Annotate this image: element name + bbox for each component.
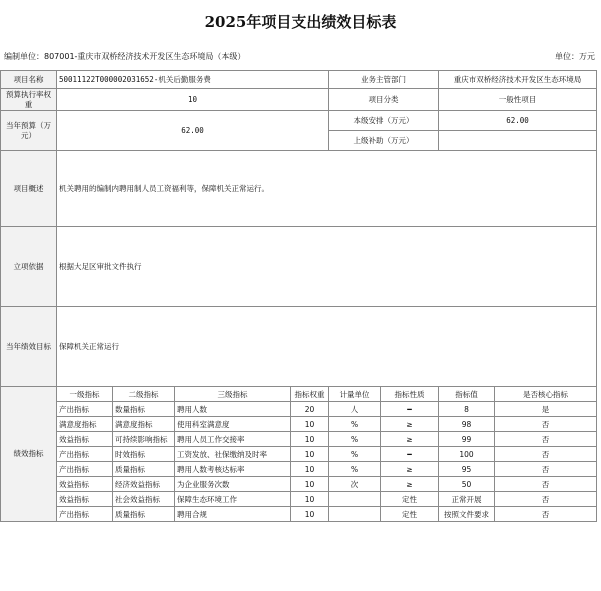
nature-cell: ━ bbox=[381, 447, 439, 462]
level1-cell: 效益指标 bbox=[57, 492, 113, 507]
value-cell: 按照文件要求 bbox=[439, 507, 495, 522]
nature-cell: ≥ bbox=[381, 477, 439, 492]
indicator-header: 二级指标 bbox=[113, 387, 175, 402]
nature-cell: 定性 bbox=[381, 507, 439, 522]
unit-cell: % bbox=[329, 432, 381, 447]
indicator-row bbox=[1, 462, 597, 477]
weight-cell: 10 bbox=[291, 462, 329, 477]
nature-cell: ≥ bbox=[381, 462, 439, 477]
weight-cell: 10 bbox=[291, 477, 329, 492]
unit-cell: 次 bbox=[329, 477, 381, 492]
exec-weight-label: 预算执行率权重 bbox=[1, 89, 57, 111]
indicator-header: 三级指标 bbox=[175, 387, 291, 402]
level2-cell: 经济效益指标 bbox=[113, 477, 175, 492]
level1-cell: 产出指标 bbox=[57, 507, 113, 522]
unit-cell: 人 bbox=[329, 402, 381, 417]
budget-value: 62.00 bbox=[57, 111, 329, 151]
indicator-row bbox=[1, 447, 597, 462]
level3-cell: 聘用合规 bbox=[175, 507, 291, 522]
dept-value: 重庆市双桥经济技术开发区生态环境局 bbox=[439, 71, 597, 89]
level2-cell: 数量指标 bbox=[113, 402, 175, 417]
unit-value: 807001-重庆市双桥经济技术开发区生态环境局（本级） bbox=[44, 52, 246, 61]
basis-label: 立项依据 bbox=[1, 227, 57, 307]
level3-cell: 保障生态环境工作 bbox=[175, 492, 291, 507]
budget-label: 当年预算（万元） bbox=[1, 111, 57, 151]
indicator-row bbox=[1, 432, 597, 447]
value-cell: 98 bbox=[439, 417, 495, 432]
level3-cell: 聘用人员工作交接率 bbox=[175, 432, 291, 447]
level1-cell: 产出指标 bbox=[57, 402, 113, 417]
level1-cell: 效益指标 bbox=[57, 477, 113, 492]
level1-cell: 满意度指标 bbox=[57, 417, 113, 432]
value-cell: 100 bbox=[439, 447, 495, 462]
core-cell: 是 bbox=[495, 402, 597, 417]
level1-cell: 效益指标 bbox=[57, 432, 113, 447]
weight-cell: 10 bbox=[291, 432, 329, 447]
level3-cell: 聘用人数 bbox=[175, 402, 291, 417]
unit-cell bbox=[329, 492, 381, 507]
upper-subsidy-value bbox=[439, 131, 597, 151]
indicators-label: 绩效指标 bbox=[1, 387, 57, 522]
core-cell: 否 bbox=[495, 492, 597, 507]
indicator-header: 指标权重 bbox=[291, 387, 329, 402]
weight-cell: 10 bbox=[291, 417, 329, 432]
core-cell: 否 bbox=[495, 477, 597, 492]
level3-cell: 使用科室满意度 bbox=[175, 417, 291, 432]
nature-cell: ≥ bbox=[381, 432, 439, 447]
weight-cell: 10 bbox=[291, 507, 329, 522]
level2-cell: 时效指标 bbox=[113, 447, 175, 462]
indicator-row bbox=[1, 402, 597, 417]
overview-label: 项目概述 bbox=[1, 151, 57, 227]
upper-subsidy-label: 上级补助（万元） bbox=[329, 131, 439, 151]
performance-table bbox=[0, 70, 597, 522]
level3-cell: 为企业服务次数 bbox=[175, 477, 291, 492]
nature-cell: ≥ bbox=[381, 417, 439, 432]
level2-cell: 社会效益指标 bbox=[113, 492, 175, 507]
unit-cell: % bbox=[329, 417, 381, 432]
level2-cell: 质量指标 bbox=[113, 507, 175, 522]
level1-cell: 产出指标 bbox=[57, 447, 113, 462]
level2-cell: 可持续影响指标 bbox=[113, 432, 175, 447]
currency-unit: 单位：万元 bbox=[555, 52, 595, 61]
local-budget-label: 本级安排（万元） bbox=[329, 111, 439, 131]
level1-cell: 产出指标 bbox=[57, 462, 113, 477]
value-cell: 99 bbox=[439, 432, 495, 447]
unit-label: 编制单位： bbox=[4, 52, 44, 61]
value-cell: 50 bbox=[439, 477, 495, 492]
core-cell: 否 bbox=[495, 432, 597, 447]
goal-label: 当年绩效目标 bbox=[1, 307, 57, 387]
core-cell: 否 bbox=[495, 447, 597, 462]
nature-cell: ━ bbox=[381, 402, 439, 417]
indicator-row bbox=[1, 492, 597, 507]
page-title: 2025年项目支出绩效目标表 bbox=[204, 13, 397, 31]
unit-cell: % bbox=[329, 447, 381, 462]
value-cell: 正常开展 bbox=[439, 492, 495, 507]
category-label: 项目分类 bbox=[329, 89, 439, 111]
weight-cell: 10 bbox=[291, 447, 329, 462]
indicator-row bbox=[1, 477, 597, 492]
project-name-value: 50011122T000002031652-机关后勤服务费 bbox=[57, 71, 329, 89]
basis-value: 根据大足区审批文件执行 bbox=[57, 227, 597, 307]
overview-value: 机关聘用的编制内聘用制人员工资福利等，保障机关正常运行。 bbox=[57, 151, 597, 227]
local-budget-value: 62.00 bbox=[439, 111, 597, 131]
indicator-header: 计量单位 bbox=[329, 387, 381, 402]
nature-cell: 定性 bbox=[381, 492, 439, 507]
value-cell: 95 bbox=[439, 462, 495, 477]
category-value: 一般性项目 bbox=[439, 89, 597, 111]
dept-label: 业务主管部门 bbox=[329, 71, 439, 89]
core-cell: 否 bbox=[495, 507, 597, 522]
indicator-header: 指标性质 bbox=[381, 387, 439, 402]
exec-weight-value: 10 bbox=[57, 89, 329, 111]
indicator-row bbox=[1, 417, 597, 432]
goal-value: 保障机关正常运行 bbox=[57, 307, 597, 387]
level3-cell: 工资发放、社保缴纳及时率 bbox=[175, 447, 291, 462]
unit-cell bbox=[329, 507, 381, 522]
level3-cell: 聘用人数考核达标率 bbox=[175, 462, 291, 477]
value-cell: 8 bbox=[439, 402, 495, 417]
weight-cell: 20 bbox=[291, 402, 329, 417]
indicator-row bbox=[1, 507, 597, 522]
indicator-header: 是否核心指标 bbox=[495, 387, 597, 402]
core-cell: 否 bbox=[495, 462, 597, 477]
unit-cell: % bbox=[329, 462, 381, 477]
project-name-label: 项目名称 bbox=[1, 71, 57, 89]
level2-cell: 满意度指标 bbox=[113, 417, 175, 432]
unit-line bbox=[4, 50, 245, 64]
indicator-header: 指标值 bbox=[439, 387, 495, 402]
indicator-header: 一级指标 bbox=[57, 387, 113, 402]
core-cell: 否 bbox=[495, 417, 597, 432]
level2-cell: 质量指标 bbox=[113, 462, 175, 477]
weight-cell: 10 bbox=[291, 492, 329, 507]
